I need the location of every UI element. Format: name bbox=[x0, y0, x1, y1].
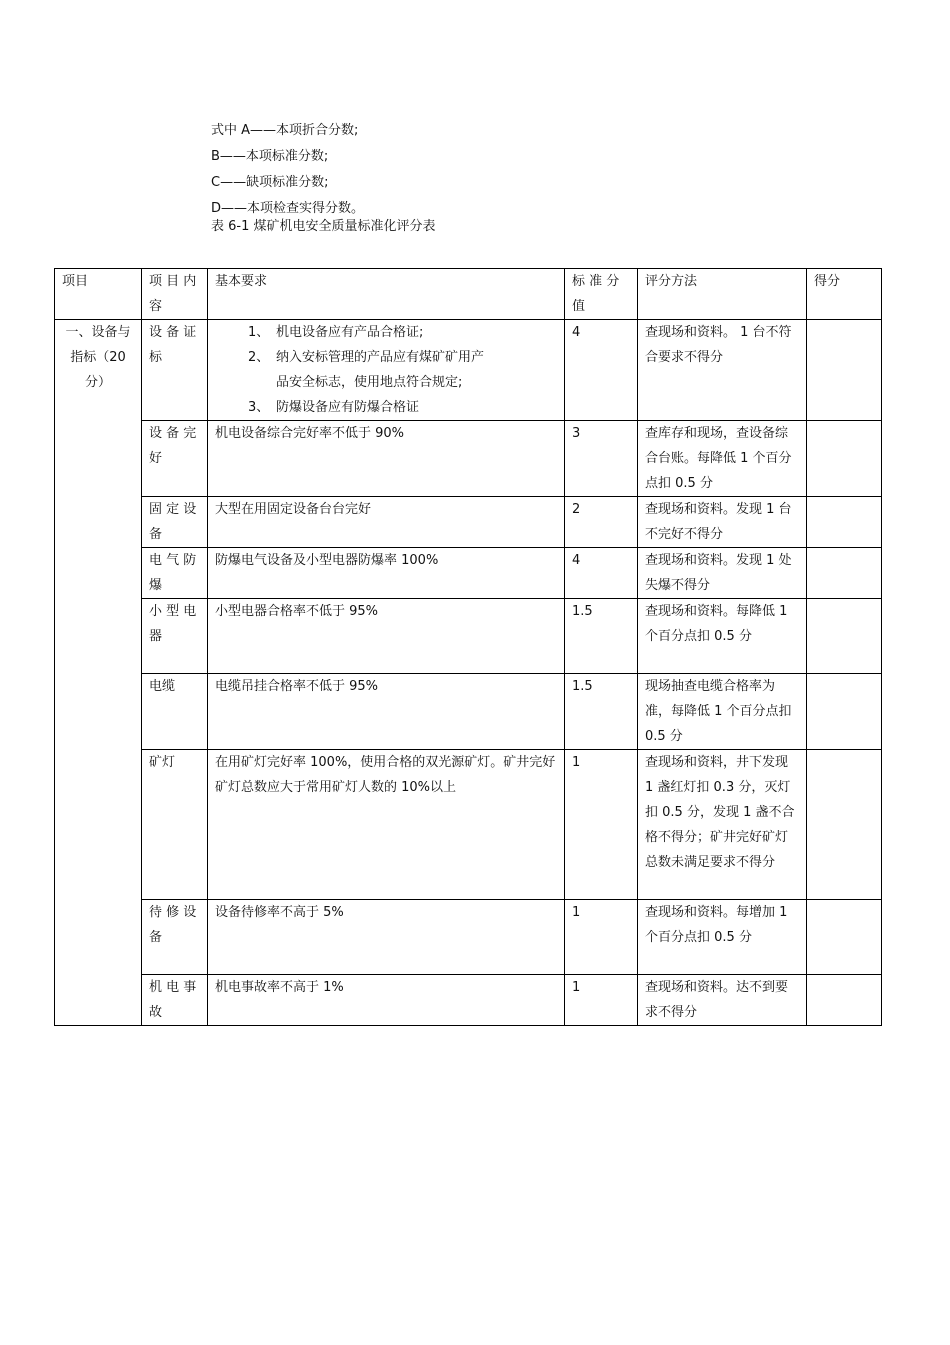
method-cell: 查现场和资料。达不到要求不得分 bbox=[638, 975, 807, 1026]
table-row bbox=[55, 421, 882, 497]
requirement-item: 3、 防爆设备应有防爆合格证 bbox=[248, 400, 420, 415]
method-cell: 查现场和资料，井下发现 1 盏红灯扣 0.3 分，灭灯扣 0.5 分，发现 1 盏不合格不得分；矿井完好矿灯总数未满足要求不得分 bbox=[638, 750, 807, 900]
header-project: 项目 bbox=[55, 269, 142, 320]
requirement-cell: 防爆电气设备及小型电器防爆率 100% bbox=[208, 548, 565, 599]
requirement-item: 1、 机电设备应有产品合格证; bbox=[248, 325, 424, 340]
standard-cell: 1 bbox=[565, 900, 638, 975]
method-cell: 查现场和资料。发现 1 台不完好不得分 bbox=[638, 497, 807, 548]
formula-line-a: 式中 A——本项折合分数; bbox=[211, 123, 359, 138]
table-row bbox=[55, 900, 882, 975]
content-cell: 待 修 设备 bbox=[142, 900, 208, 975]
score-cell bbox=[807, 674, 882, 750]
standard-cell: 1.5 bbox=[565, 599, 638, 674]
header-content: 项 目 内容 bbox=[142, 269, 208, 320]
standard-cell: 1 bbox=[565, 750, 638, 900]
requirement-cell: 电缆吊挂合格率不低于 95% bbox=[208, 674, 565, 750]
table-header-row bbox=[55, 269, 882, 320]
score-cell bbox=[807, 900, 882, 975]
score-cell bbox=[807, 599, 882, 674]
score-cell bbox=[807, 497, 882, 548]
table-row bbox=[55, 320, 882, 421]
requirement-cell: 机电事故率不高于 1% bbox=[208, 975, 565, 1026]
score-cell bbox=[807, 548, 882, 599]
content-cell: 电缆 bbox=[142, 674, 208, 750]
formula-line-c: C——缺项标准分数; bbox=[211, 175, 329, 190]
requirement-cell bbox=[208, 320, 565, 421]
standard-cell: 1 bbox=[565, 975, 638, 1026]
table-row bbox=[55, 975, 882, 1026]
score-cell bbox=[807, 975, 882, 1026]
requirement-cell: 设备待修率不高于 5% bbox=[208, 900, 565, 975]
method-cell: 查现场和资料。 1 台不符合要求不得分 bbox=[638, 320, 807, 421]
requirement-cell: 机电设备综合完好率不低于 90% bbox=[208, 421, 565, 497]
score-cell bbox=[807, 320, 882, 421]
content-cell: 固 定 设备 bbox=[142, 497, 208, 548]
requirement-cell: 小型电器合格率不低于 95% bbox=[208, 599, 565, 674]
table-row bbox=[55, 674, 882, 750]
method-cell: 现场抽查电缆合格率为准，每降低 1 个百分点扣 0.5 分 bbox=[638, 674, 807, 750]
table-row bbox=[55, 548, 882, 599]
table-row bbox=[55, 497, 882, 548]
content-cell: 小 型 电器 bbox=[142, 599, 208, 674]
table-caption: 表 6-1 煤矿机电安全质量标准化评分表 bbox=[211, 219, 436, 234]
scoring-table bbox=[54, 268, 882, 1026]
table-row bbox=[55, 599, 882, 674]
formula-line-b: B——本项标准分数; bbox=[211, 149, 329, 164]
method-cell: 查现场和资料。每增加 1 个百分点扣 0.5 分 bbox=[638, 900, 807, 975]
requirement-item: 2、 纳入安标管理的产品应有煤矿矿用产 品安全标志，使用地点符合规定; bbox=[248, 350, 485, 390]
formula-line-d: D——本项检查实得分数。 bbox=[211, 201, 365, 216]
header-standard: 标 准 分 值 bbox=[565, 269, 638, 320]
standard-cell: 2 bbox=[565, 497, 638, 548]
formula-legend bbox=[211, 118, 364, 222]
requirement-cell: 大型在用固定设备台台完好 bbox=[208, 497, 565, 548]
method-cell: 查现场和资料。每降低 1 个百分点扣 0.5 分 bbox=[638, 599, 807, 674]
header-method: 评分方法 bbox=[638, 269, 807, 320]
standard-cell: 4 bbox=[565, 548, 638, 599]
score-cell bbox=[807, 421, 882, 497]
standard-cell: 1.5 bbox=[565, 674, 638, 750]
content-cell: 设 备 完好 bbox=[142, 421, 208, 497]
score-cell bbox=[807, 750, 882, 900]
standard-cell: 3 bbox=[565, 421, 638, 497]
content-cell: 设 备 证标 bbox=[142, 320, 208, 421]
content-cell: 机 电 事故 bbox=[142, 975, 208, 1026]
method-cell: 查库存和现场，查设备综合台账。每降低 1 个百分点扣 0.5 分 bbox=[638, 421, 807, 497]
requirement-cell: 在用矿灯完好率 100%，使用合格的双光源矿灯。矿井完好矿灯总数应大于常用矿灯人数的 10%以上 bbox=[208, 750, 565, 900]
content-cell: 电 气 防爆 bbox=[142, 548, 208, 599]
header-requirement: 基本要求 bbox=[208, 269, 565, 320]
header-score: 得分 bbox=[807, 269, 882, 320]
project-cell: 一、设备与指标（20分） bbox=[55, 320, 142, 1026]
method-cell: 查现场和资料。发现 1 处失爆不得分 bbox=[638, 548, 807, 599]
standard-cell: 4 bbox=[565, 320, 638, 421]
table-row bbox=[55, 750, 882, 900]
content-cell: 矿灯 bbox=[142, 750, 208, 900]
